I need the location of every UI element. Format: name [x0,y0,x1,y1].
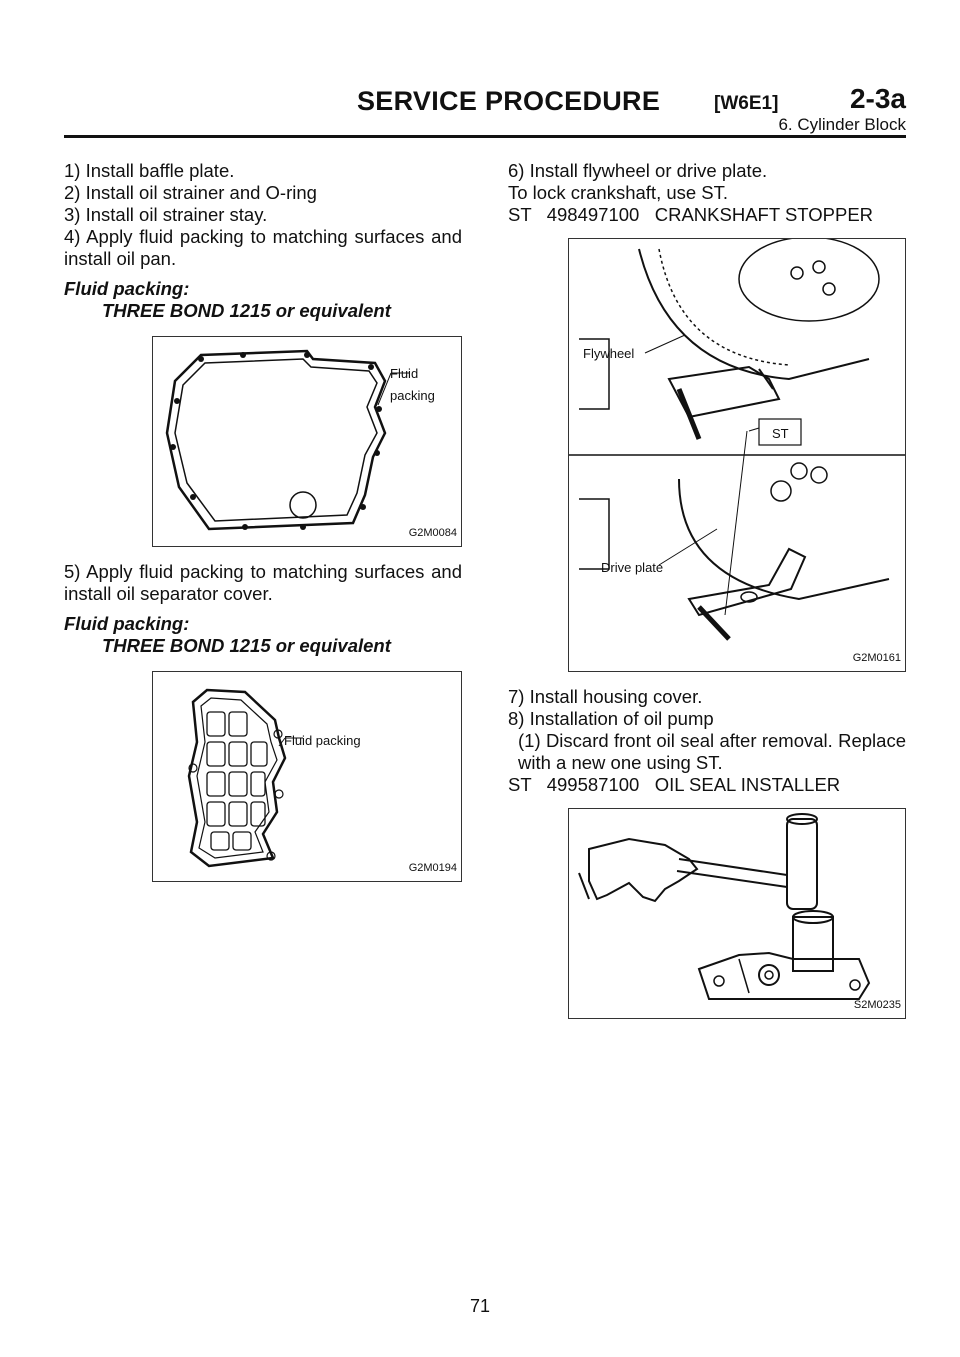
st-crankshaft-stopper: ST 498497100 CRANKSHAFT STOPPER [508,204,874,225]
header-subtitle: 6. Cylinder Block [778,115,906,134]
step-2: 2) Install oil strainer and O-ring [64,182,317,203]
right-column [508,160,906,1019]
step-8-1: (1) Discard front oil seal after removal. Replace with a new one using ST. [518,730,906,773]
fluid-packing-spec: THREE BOND 1215 or equivalent [102,635,391,656]
fig4-code: S2M0235 [853,999,901,1011]
step-5: 5) Apply fluid packing to matching surfaces and install oil separator cover. [64,561,462,604]
left-column [64,160,462,882]
fig3-flywheel-label: Flywheel [583,346,635,361]
header-code: [W6E1] [714,93,779,114]
figure-oil-pan [152,336,462,547]
header-title: SERVICE PROCEDURE [357,86,661,116]
figure-crankshaft-stopper [568,238,906,672]
fig2-code: G2M0194 [408,862,457,874]
fluid-packing-label: Fluid packing: [64,278,190,299]
fig1-code: G2M0084 [408,527,457,539]
step-3: 3) Install oil strainer stay. [64,204,268,225]
step-6: 6) Install flywheel or drive plate. [508,160,768,181]
fig2-callout-label: Fluid packing [284,733,361,748]
oil-seal-installer-drawing [569,809,905,1018]
figure-oil-seal-installer [568,808,906,1019]
page-number: 71 [469,1296,491,1316]
fluid-packing-note-1 [64,278,462,322]
step-7: 7) Install housing cover. [508,686,703,707]
step-4: 4) Apply fluid packing to matching surfaces and install oil pan. [64,226,462,269]
st-oil-seal-installer: ST 499587100 OIL SEAL INSTALLER [508,774,841,795]
figure-oil-separator-cover [152,671,462,882]
fig1-callout-label: Fluid packing [390,366,435,403]
fig3-st-label: ST [772,426,789,441]
step-1: 1) Install baffle plate. [64,160,235,181]
header-rule [64,135,906,138]
fig3-drive-plate-label: Drive plate [601,560,664,575]
fluid-packing-spec: THREE BOND 1215 or equivalent [102,300,391,321]
fluid-packing-label: Fluid packing: [64,613,190,634]
crankshaft-stopper-drawing [569,239,905,671]
fluid-packing-note-2 [64,613,462,657]
header-section: 2-3a [849,83,906,114]
page-header [64,80,906,136]
lock-note: To lock crankshaft, use ST. [508,182,729,203]
fig3-code: G2M0161 [852,652,901,664]
separator-cover-drawing [153,672,461,881]
step-8: 8) Installation of oil pump [508,708,714,729]
